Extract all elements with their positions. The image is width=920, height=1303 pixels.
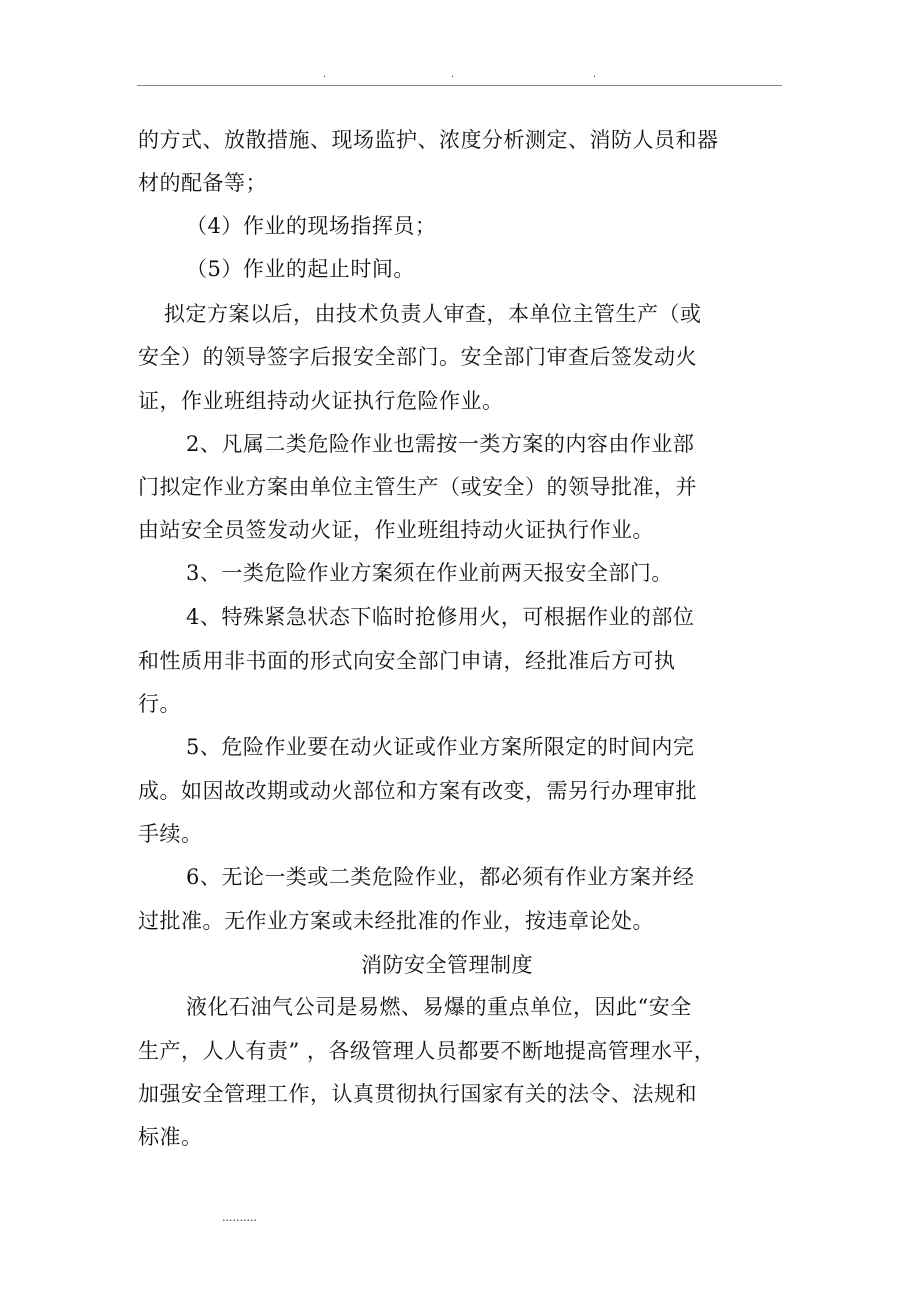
text-line: 的方式、放散措施、现场监护、浓度分析测定、消防人员和器 — [138, 128, 719, 152]
text-line: 安全）的领导签字后报安全部门。安全部门审查后签发动火 — [138, 345, 697, 369]
text-line: 标准。 — [138, 1125, 203, 1149]
text-line: 材的配备等； — [138, 171, 267, 195]
footer-dots: .......... — [222, 1211, 257, 1224]
text-line: 由站安全员签发动火证，作业班组持动火证执行作业。 — [138, 518, 654, 542]
text-line: 5、危险作业要在动火证或作业方案所限定的时间内完 — [186, 735, 695, 759]
header-dot: . — [451, 69, 455, 80]
header-rule — [137, 85, 782, 86]
text-line: 加强安全管理工作，认真贯彻执行国家有关的法令、法规和 — [138, 1082, 697, 1106]
text-line: 行。 — [138, 692, 181, 716]
text-line: 手续。 — [138, 822, 203, 846]
text-line: 6、无论一类或二类危险作业，都必须有作业方案并经 — [186, 865, 695, 889]
text-line: 成。如因故改期或动火部位和方案有改变，需另行办理审批 — [138, 779, 697, 803]
text-line: 3、一类危险作业方案须在作业前两天报安全部门。 — [186, 561, 673, 585]
section-title: 消防安全管理制度 — [361, 953, 533, 977]
text-line: 液化石油气公司是易燃、易爆的重点单位，因此“安全 — [186, 995, 692, 1019]
text-line: 证，作业班组持动火证执行危险作业。 — [138, 389, 504, 413]
header-dots — [137, 70, 782, 82]
list-item: （4）作业的现场指挥员； — [186, 214, 437, 238]
header-dot: . — [323, 69, 327, 80]
text-line: 门拟定作业方案由单位主管生产（或安全）的领导批准，并 — [138, 475, 697, 499]
text-line: 4、特殊紧急状态下临时抢修用火，可根据作业的部位 — [186, 605, 695, 629]
text-line: 过批准。无作业方案或未经批准的作业，按违章论处。 — [138, 909, 654, 933]
text-line: 和性质用非书面的形式向安全部门申请，经批准后方可执 — [138, 649, 676, 673]
text-line: 2、凡属二类危险作业也需按一类方案的内容由作业部 — [186, 432, 695, 456]
list-item: （5）作业的起止时间。 — [186, 257, 415, 281]
text-line: 拟定方案以后，由技术负责人审查，本单位主管生产（或 — [164, 302, 702, 326]
text-line: 生产，人人有责” ，各级管理人员都要不断地提高管理水平， — [138, 1039, 716, 1063]
header-dot: . — [593, 69, 597, 80]
